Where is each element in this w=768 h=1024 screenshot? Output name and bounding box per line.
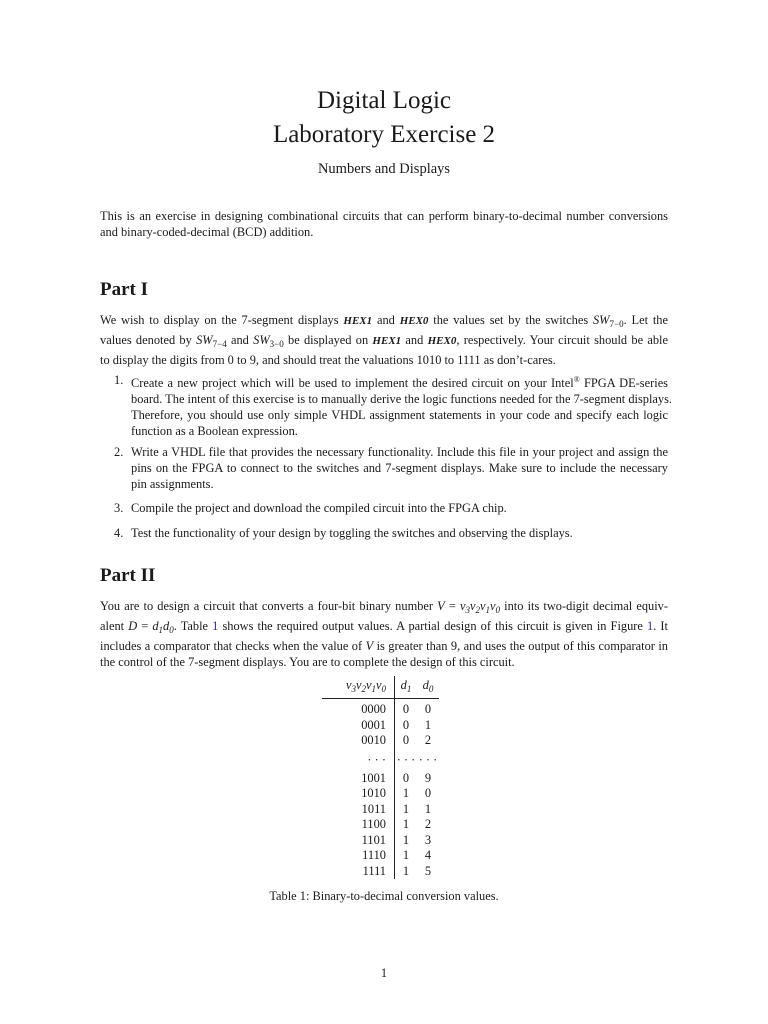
table-cell: 0 bbox=[402, 717, 410, 732]
text: shows the required output values. A partial design of this circuit is given in Figure bbox=[218, 619, 648, 633]
text: is greater than 9, and uses the output of this comparator in bbox=[373, 639, 668, 653]
sw-symbol: SW bbox=[592, 313, 610, 327]
table-row bbox=[322, 833, 439, 849]
text: Create a new project which will be used to implement the desired circuit on your Intel bbox=[131, 376, 574, 390]
hex0-label: HEX0 bbox=[399, 315, 429, 327]
table-row bbox=[322, 699, 439, 718]
table-cell: 1 bbox=[402, 832, 410, 847]
list-line bbox=[131, 372, 668, 391]
table-cell: 1110 bbox=[322, 848, 395, 864]
document-title-line2: Laboratory Exercise 2 bbox=[272, 121, 496, 148]
text: alent bbox=[100, 619, 129, 633]
part1-line: to display the digits from 0 to 9, and should treat the valuations 1010 to 1111 as don’t-cares. bbox=[100, 353, 556, 367]
table-row bbox=[322, 848, 439, 864]
table-cell: 0001 bbox=[322, 718, 395, 734]
list-item-body bbox=[131, 444, 668, 492]
list-line: Compile the project and download the compiled circuit into the FPGA chip. bbox=[131, 501, 507, 515]
text: . It bbox=[653, 619, 668, 633]
table-cell: 0 bbox=[402, 702, 410, 716]
table-row bbox=[322, 771, 439, 787]
table-cell: 1 bbox=[402, 848, 410, 862]
table-cell: 1001 bbox=[322, 771, 395, 787]
list-number: 3. bbox=[114, 501, 124, 515]
list-line: board. The intent of this exercise is to manually derive the logic functions needed for the 7-segment displays. bbox=[131, 392, 673, 406]
list-item-body bbox=[131, 372, 673, 439]
page-number: 1 bbox=[380, 966, 388, 980]
text: , respectively. Your circuit should be able bbox=[456, 333, 668, 347]
figure-reference-link[interactable]: 1 bbox=[647, 619, 654, 633]
text: . Table bbox=[173, 619, 213, 633]
math-subscript: 0 bbox=[495, 605, 501, 615]
table-cell: 2 bbox=[424, 817, 432, 831]
math-subscript: 0 bbox=[169, 625, 174, 635]
math-symbol: v bbox=[490, 599, 496, 613]
math-symbol: d bbox=[152, 619, 159, 633]
table-cell: 1100 bbox=[322, 817, 395, 833]
math-subscript: 1 bbox=[485, 605, 491, 615]
conversion-table bbox=[322, 676, 439, 879]
hex1-label: HEX1 bbox=[372, 335, 402, 347]
table-cell: 2 bbox=[424, 733, 432, 747]
intro-line: and binary-coded-decimal (BCD) addition. bbox=[100, 225, 314, 239]
list-line: pins on the FPGA to connect to the switches and 7-segment displays. Make sure to include the necessary bbox=[131, 461, 668, 475]
sw-subscript: 7−0 bbox=[609, 319, 624, 329]
list-number: 2. bbox=[114, 445, 124, 459]
part2-line: the control of the 7-segment displays. You are to complete the design of this circuit. bbox=[100, 655, 515, 669]
table-cell: 0010 bbox=[322, 733, 395, 749]
table-cell: 3 bbox=[424, 832, 432, 847]
list-item-body bbox=[131, 525, 668, 541]
list-item-body bbox=[131, 500, 668, 516]
text: be displayed on bbox=[283, 333, 373, 347]
list-line: Write a VHDL file that provides the necessary functionality. Include this file in your project and assign the bbox=[131, 445, 668, 459]
part2-paragraph bbox=[100, 598, 668, 670]
list-line: Therefore, you should use only simple VHDL assignment statements in your code and specify each logic bbox=[131, 408, 668, 422]
table-cell: 0 bbox=[424, 702, 432, 716]
part2-line bbox=[100, 598, 668, 618]
table-reference-link[interactable]: 1 bbox=[212, 619, 219, 633]
table-cell: 0 bbox=[402, 770, 410, 785]
text: into its two-digit decimal equiv- bbox=[500, 599, 668, 613]
text: includes a comparator that checks when the value of bbox=[100, 639, 366, 653]
list-number: 4. bbox=[114, 526, 124, 540]
text: values denoted by bbox=[100, 333, 197, 347]
part1-heading: Part I bbox=[100, 279, 149, 300]
column-header-d1: $d_1$ bbox=[395, 676, 418, 699]
intro-paragraph bbox=[100, 208, 668, 240]
list-number: 1. bbox=[114, 373, 124, 387]
text: = bbox=[444, 599, 461, 613]
column-header-input: $v_3v_2v_1v_0$ bbox=[322, 676, 395, 699]
table-cell: 1 bbox=[402, 863, 410, 878]
table-cell: 1010 bbox=[322, 786, 395, 802]
math-symbol: d bbox=[163, 619, 170, 633]
sw-subscript: 3−0 bbox=[269, 339, 284, 349]
table-cell: 9 bbox=[424, 770, 432, 785]
math-symbol: v bbox=[460, 599, 466, 613]
table-caption: Table 1: Binary-to-decimal conversion values. bbox=[269, 889, 499, 903]
table-row bbox=[322, 718, 439, 734]
text: = bbox=[137, 619, 153, 633]
table-cell: 1101 bbox=[322, 833, 395, 849]
sw-subscript: 7−4 bbox=[212, 339, 227, 349]
document-title-line1: Digital Logic bbox=[317, 87, 451, 114]
math-symbol: v bbox=[470, 599, 476, 613]
part2-heading: Part II bbox=[100, 565, 156, 586]
table-cell: 1 bbox=[402, 786, 410, 800]
list-line: Test the functionality of your design by toggling the switches and observing the displays. bbox=[131, 526, 573, 540]
table-cell: · · · bbox=[396, 752, 416, 767]
part1-line bbox=[100, 332, 668, 352]
list-line: pin assignments. bbox=[131, 477, 214, 491]
table-cell: 4 bbox=[424, 848, 432, 862]
table-row bbox=[322, 864, 439, 880]
table-cell: · · · bbox=[418, 752, 438, 767]
table-row bbox=[322, 733, 439, 749]
table-cell: · · · bbox=[322, 749, 395, 771]
text: We wish to display on the 7-segment displays bbox=[100, 313, 344, 327]
math-subscript: 3 bbox=[465, 605, 471, 615]
table-cell: 0000 bbox=[322, 699, 395, 718]
table-cell: 1 bbox=[402, 801, 410, 816]
table-cell: 1011 bbox=[322, 802, 395, 818]
math-subscript: 1 bbox=[158, 625, 164, 635]
table-cell: 0 bbox=[424, 786, 432, 800]
hex0-label: HEX0 bbox=[427, 335, 457, 347]
text: and bbox=[226, 333, 254, 347]
table-ellipsis-row bbox=[322, 749, 439, 771]
table-cell: 1 bbox=[424, 801, 432, 816]
math-subscript: 2 bbox=[475, 605, 481, 615]
registered-mark: ® bbox=[573, 375, 580, 384]
table-row bbox=[322, 802, 439, 818]
part1-paragraph bbox=[100, 312, 668, 368]
table-header-row bbox=[322, 676, 439, 699]
math-symbol: V bbox=[365, 639, 374, 653]
table-cell: 5 bbox=[424, 863, 432, 878]
table-cell: 1 bbox=[402, 817, 410, 831]
part2-line bbox=[100, 638, 668, 654]
table-row bbox=[322, 817, 439, 833]
sw-symbol: SW bbox=[196, 333, 213, 347]
list-line: function as a Boolean expression. bbox=[131, 424, 298, 438]
table-row bbox=[322, 786, 439, 802]
table-cell: 1 bbox=[424, 717, 432, 732]
text: You are to design a circuit that converts a four-bit binary number bbox=[100, 599, 438, 613]
hex1-label: HEX1 bbox=[343, 315, 373, 327]
part2-line bbox=[100, 618, 668, 638]
intro-line: This is an exercise in designing combinational circuits that can perform binary-to-decimal number conversions bbox=[100, 209, 668, 223]
text: and bbox=[372, 313, 400, 327]
sw-symbol: SW bbox=[253, 333, 270, 347]
text: and bbox=[401, 333, 428, 347]
math-symbol: D bbox=[128, 619, 138, 633]
table-cell: 0 bbox=[402, 733, 410, 747]
math-symbol: v bbox=[480, 599, 486, 613]
text: FPGA DE-series bbox=[579, 376, 669, 390]
column-header-d0: $d_0$ bbox=[417, 676, 439, 699]
math-symbol: V bbox=[437, 599, 445, 613]
document-subtitle: Numbers and Displays bbox=[317, 161, 451, 177]
part1-line bbox=[100, 312, 668, 332]
text: the values set by the switches bbox=[428, 313, 593, 327]
table-cell: 1111 bbox=[322, 864, 395, 880]
text: . Let the bbox=[623, 313, 668, 327]
